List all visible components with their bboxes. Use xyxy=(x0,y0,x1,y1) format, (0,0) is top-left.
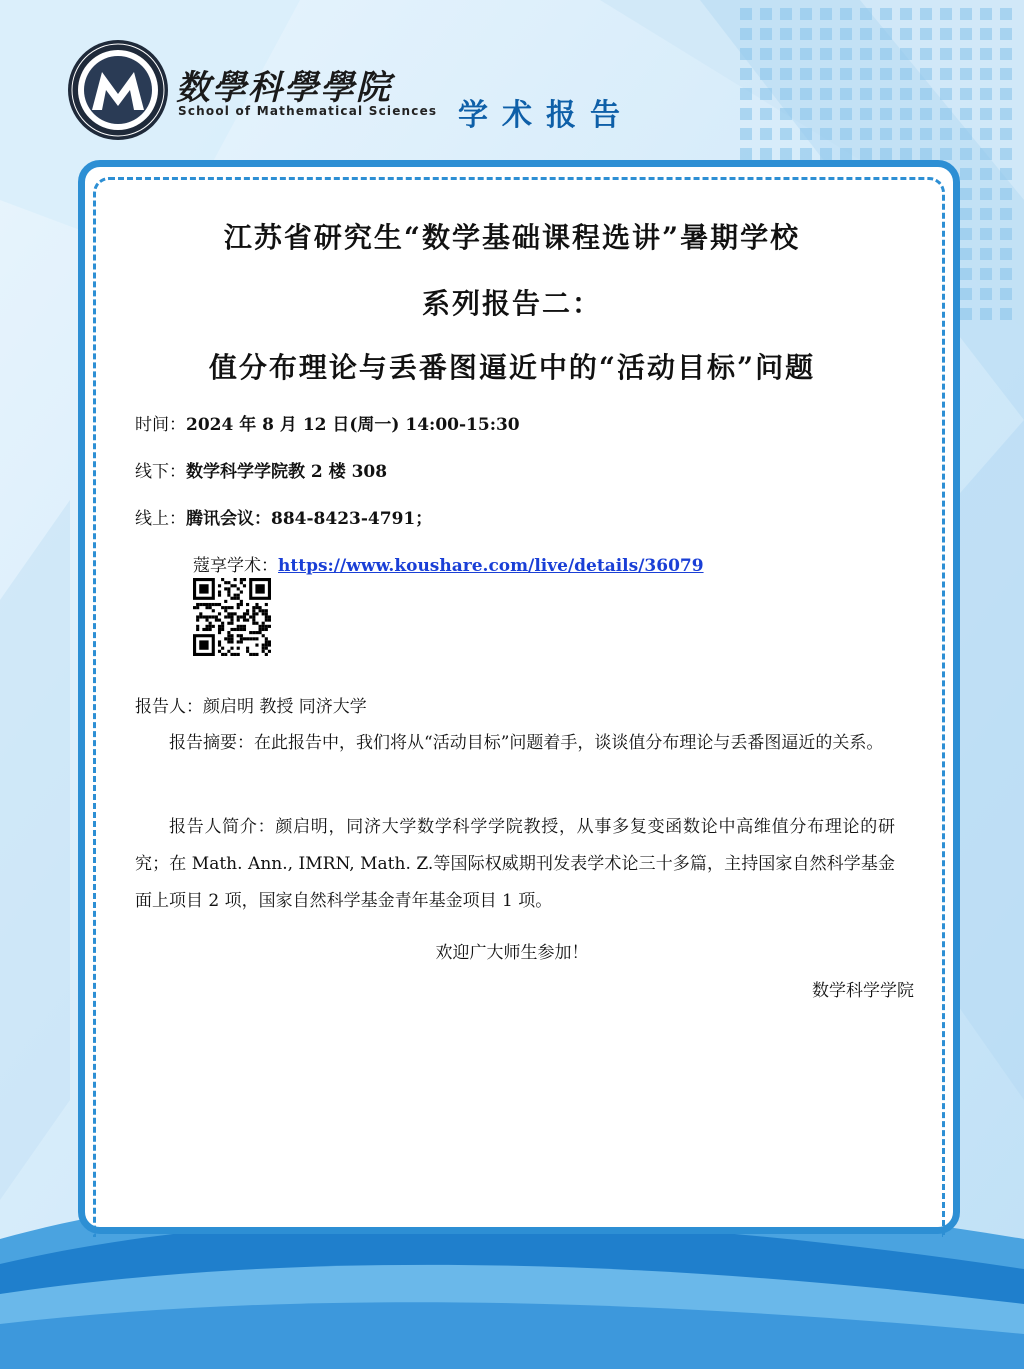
bio-label: 报告人简介： xyxy=(169,817,276,837)
online-value: 腾讯会议：884-8423-4791； xyxy=(186,509,433,529)
title-line-3: 值分布理论与丢番图逼近中的“活动目标”问题 xyxy=(208,351,816,384)
title-line-2: 系列报告二： xyxy=(421,287,602,320)
header-title: 学术报告 xyxy=(458,98,634,133)
speaker-line xyxy=(135,692,367,717)
online-line xyxy=(135,504,432,529)
offline-value: 数学科学学院教 2 楼 308 xyxy=(186,462,388,482)
header xyxy=(0,0,1024,160)
bio-text: 颜启明，同济大学数学科学学院教授，从事多复变函数论中高维值分布理论的研究；在 Math. Ann., IMRN, Math. Z.等国际权威期刊发表学术论三十多篇，主持国家自然科学基金面上项目 2 项，国家自然科学基金青年基金项目 1 项。 xyxy=(135,817,896,911)
welcome-text: 欢迎广大师生参加！ xyxy=(435,943,589,963)
time-value: 2024 年 8 月 12 日(周一) 14:00-15:30 xyxy=(186,415,520,435)
school-name-cn: 数學科學學院 xyxy=(176,68,392,108)
time-line xyxy=(135,410,520,435)
school-name-en: School of Mathematical Sciences xyxy=(178,104,438,118)
speaker-value: 颜启明 教授 同济大学 xyxy=(203,697,367,717)
offline-label: 线下： xyxy=(135,462,186,482)
koushare-link[interactable]: https://www.koushare.com/live/details/36079 xyxy=(278,556,704,576)
qr-code-icon[interactable] xyxy=(193,578,271,656)
school-logo-emblem-icon xyxy=(66,38,170,142)
koushare-line xyxy=(193,551,704,576)
title-line-1: 江苏省研究生“数学基础课程选讲”暑期学校 xyxy=(223,221,801,254)
abstract-paragraph xyxy=(135,725,895,762)
offline-line xyxy=(135,457,387,482)
abstract-text: 在此报告中，我们将从“活动目标”问题着手，谈谈值分布理论与丢番图逼近的关系。 xyxy=(254,733,884,753)
online-label: 线上： xyxy=(135,509,186,529)
signature: 数学科学学院 xyxy=(812,981,914,1001)
time-label: 时间： xyxy=(135,415,186,435)
speaker-label: 报告人： xyxy=(135,697,203,717)
koushare-label: 蔻享学术： xyxy=(193,556,278,576)
abstract-label: 报告摘要： xyxy=(169,733,254,753)
bio-paragraph xyxy=(135,809,895,920)
